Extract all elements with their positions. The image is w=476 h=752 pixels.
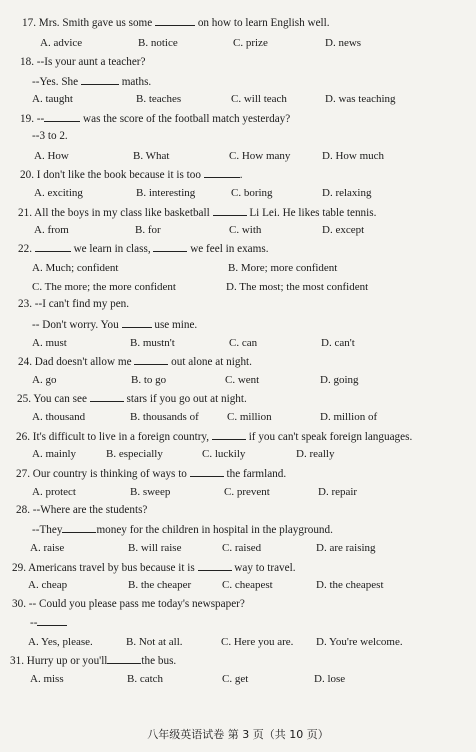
option-c: C. with [229,224,262,236]
option-d: D. repair [318,486,358,498]
option-c: C. raised [222,542,262,554]
option-a: A. from [34,224,69,236]
answer-blank [155,16,195,26]
option-c: C. prize [233,37,268,49]
question-21-stem: 21. All the boys in my class like basketball Li Lei. He likes table tennis. [18,207,377,219]
question-18-reply: --Yes. She maths. [32,76,152,88]
option-d: D. You're welcome. [316,636,403,648]
answer-blank [198,561,232,571]
option-a: A. miss [30,673,64,685]
answer-blank [35,242,71,252]
page-footer: 八年级英语试卷 第 3 页（共 10 页） [147,728,329,741]
option-a: A. thousand [32,411,86,423]
question-28-reply: --They money for the children in hospital in the playground. [32,524,333,536]
option-b: B. especially [106,448,163,460]
question-27-options [0,486,476,499]
question-17-options [0,37,476,50]
question-19-options [0,150,476,163]
question-29-options [0,579,476,592]
option-a: A. exciting [34,187,83,199]
question-20-stem: 20. I don't like the book because it is too . [20,169,243,181]
option-b: B. Not at all. [126,636,183,648]
option-c: C. Here you are. [221,636,294,648]
option-a: A. Much; confident [32,262,119,274]
option-b: B. interesting [136,187,196,199]
option-a: A. Yes, please. [28,636,93,648]
question-27-stem: 27. Our country is thinking of ways to the farmland. [16,468,287,480]
option-d: D. going [320,374,359,386]
answer-blank [37,616,67,626]
option-b: B. sweep [130,486,171,498]
option-d: D. really [296,448,335,460]
question-24-stem: 24. Dad doesn't allow me out alone at night. [18,356,252,368]
question-25-stem: 25. You can see stars if you go out at night. [17,393,247,405]
question-22-stem: 22. we learn in class, we feel in exams. [18,243,269,255]
option-a: A. go [32,374,57,386]
option-c: C. get [222,673,249,685]
option-c: C. luckily [202,448,246,460]
option-a: A. How [34,150,69,162]
option-a: A. mainly [32,448,76,460]
answer-blank [204,168,240,178]
question-31-stem: 31. Hurry up or you'll the bus. [10,655,177,667]
answer-blank [62,523,96,533]
question-26-stem: 26. It's difficult to live in a foreign country, if you can't speak foreign languages. [16,431,413,443]
option-a: A. raise [30,542,65,554]
option-c: C. How many [229,150,291,162]
option-b: B. will raise [128,542,182,554]
option-c: C. The more; the more confident [32,281,176,293]
question-23-stem: 23. --I can't find my pen. [18,298,130,310]
option-d: D. news [325,37,362,49]
question-22-options-row-1 [0,262,476,275]
question-23-options [0,337,476,350]
option-b: B. the cheaper [128,579,192,591]
option-d: D. The most; the most confident [226,281,369,293]
answer-blank [212,430,246,440]
option-c: C. went [225,374,260,386]
option-c: C. cheapest [222,579,273,591]
question-17-stem: 17. Mrs. Smith gave us some on how to learn English well. [22,17,330,29]
answer-blank [134,355,168,365]
option-d: D. lose [314,673,346,685]
option-b: B. What [133,150,170,162]
option-a: A. advice [40,37,83,49]
option-b: B. notice [138,37,178,49]
question-30-options [0,636,476,649]
answer-blank [213,206,247,216]
question-24-options [0,374,476,387]
option-a: A. must [32,337,67,349]
answer-blank [190,467,224,477]
option-d: D. was teaching [325,93,396,105]
option-d: D. relaxing [322,187,372,199]
question-30-reply: -- [30,616,67,630]
question-25-options [0,411,476,424]
option-d: D. are raising [316,542,376,554]
answer-blank [122,318,152,328]
option-d: D. How much [322,150,385,162]
option-d: D. can't [321,337,355,349]
answer-blank [153,242,187,252]
option-c: C. will teach [231,93,287,105]
option-d: D. million of [320,411,378,423]
option-b: B. thousands of [130,411,199,423]
option-b: B. teaches [136,93,182,105]
option-c: C. boring [231,187,273,199]
question-28-options [0,542,476,555]
option-d: D. the cheapest [316,579,384,591]
question-19-reply: --3 to 2. [32,130,68,142]
option-a: A. taught [32,93,73,105]
question-21-options [0,224,476,237]
answer-blank [81,75,119,85]
option-b: B. mustn't [130,337,175,349]
question-19-stem: 19. -- was the score of the football match yesterday? [20,113,291,125]
option-c: C. prevent [224,486,270,498]
answer-blank [107,654,141,664]
option-a: A. cheap [28,579,68,591]
question-31-options [0,673,476,686]
question-28-stem: 28. --Where are the students? [16,504,148,516]
answer-blank [90,392,124,402]
question-30-stem: 30. -- Could you please pass me today's newspaper? [12,598,245,610]
option-a: A. protect [32,486,76,498]
question-18-options [0,93,476,106]
option-b: B. for [135,224,161,236]
option-b: B. More; more confident [228,262,338,274]
option-d: D. except [322,224,365,236]
question-20-options [0,187,476,200]
question-23-reply: -- Don't worry. You use mine. [32,319,198,331]
question-18-stem: 18. --Is your aunt a teacher? [20,56,146,68]
answer-blank [44,112,80,122]
question-22-options-row-2 [0,281,476,294]
question-26-options [0,448,476,461]
question-29-stem: 29. Americans travel by bus because it is way to travel. [12,562,296,574]
option-c: C. can [229,337,258,349]
option-b: B. to go [131,374,167,386]
option-c: C. million [227,411,272,423]
option-b: B. catch [127,673,164,685]
